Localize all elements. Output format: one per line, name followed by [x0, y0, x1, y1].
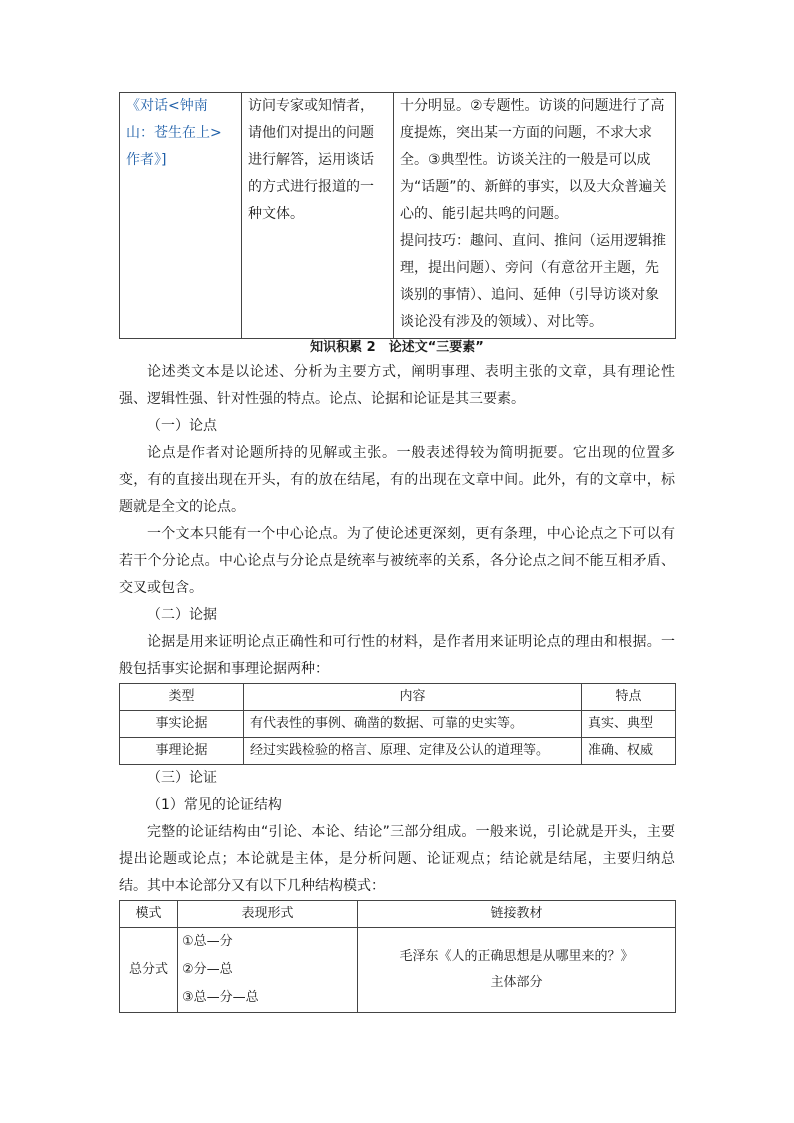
material-note: 主体部分 — [490, 975, 543, 990]
cell-line: 的方式进行报道的一 — [248, 179, 374, 195]
cell-line: 进行解答，运用谈话 — [248, 152, 374, 168]
section-title: 知识积累 2 论述文“三要素” — [310, 340, 484, 355]
link-line[interactable]: 山：苍生在上> — [126, 125, 222, 141]
features-text: 十分明显。②专题性。访谈的问题进行了高度提炼，突出某一方面的问题，不求大求全。③典型性。访谈关注的一般是可以成为“话题”的、新鲜的事实，以及大众普遍关心的、能引起共鸣的问题。 — [400, 98, 667, 222]
table-header-row — [120, 901, 676, 928]
column-header: 特点 — [582, 684, 676, 711]
part3-heading: （三）论证 — [147, 770, 217, 786]
question-skills-text: 提问技巧：趣问、直问、推问（运用逻辑推理，提出问题）、旁问（有意岔开主题，先谈别的事情）、追问、延伸（引导访谈对象谈论没有涉及的领域）、对比等。 — [400, 233, 666, 330]
definition-cell — [242, 93, 394, 339]
column-header: 类型 — [120, 684, 244, 711]
cell-line: 请他们对提出的问题 — [248, 125, 374, 141]
part2-heading: （二）论据 — [147, 607, 217, 623]
cell-line: 访问专家或知情者， — [248, 98, 374, 114]
part1-heading: （一）论点 — [147, 418, 217, 434]
forms-cell — [178, 928, 358, 1013]
table-cell: 有代表性的事例、确凿的数据、可靠的史实等。 — [244, 711, 582, 738]
mode-cell: 总分式 — [120, 928, 178, 1013]
column-header: 链接教材 — [358, 901, 676, 928]
table-cell: 经过实践检验的格言、原理、定律及公认的道理等。 — [244, 738, 582, 765]
table-row — [120, 738, 676, 765]
table-cell: 事理论据 — [120, 738, 244, 765]
text-link-cell — [120, 93, 242, 339]
material-title: 毛泽东《人的正确思想是从哪里来的？》 — [399, 949, 634, 964]
table-cell: 事实论据 — [120, 711, 244, 738]
table-row — [120, 711, 676, 738]
table-header-row — [120, 684, 676, 711]
table-cell: 真实、典型 — [582, 711, 676, 738]
paragraph: 论据是用来证明论点正确性和可行性的材料，是作者用来证明论点的理由和根据。一般包括事实论据和事理论据两种： — [119, 634, 675, 677]
paragraph: 论点是作者对论题所持的见解或主张。一般表述得较为简明扼要。它出现的位置多变，有的直接出现在开头，有的放在结尾，有的出现在文章中间。此外，有的文章中，标题就是全文的论点。 — [119, 445, 675, 515]
column-header: 模式 — [120, 901, 178, 928]
form-item: ③总—分—总 — [182, 990, 259, 1005]
paragraph: 一个文本只能有一个中心论点。为了使论述更深刻，更有条理，中心论点之下可以有若干个分论点。中心论点与分论点是统率与被统率的关系，各分论点之间不能互相矛盾、交叉或包含。 — [119, 526, 675, 596]
link-line[interactable]: 《对话<钟南 — [126, 98, 208, 114]
column-header: 内容 — [244, 684, 582, 711]
features-cell — [394, 93, 676, 339]
table-cell: 准确、权威 — [582, 738, 676, 765]
column-header: 表现形式 — [178, 901, 358, 928]
material-cell — [358, 928, 676, 1013]
document-page — [119, 92, 675, 1013]
form-item: ②分—总 — [182, 962, 233, 977]
table-row — [120, 93, 676, 339]
structure-table — [119, 900, 676, 1013]
intro-paragraph: 论述类文本是以论述、分析为主要方式，阐明事理、表明主张的文章，具有理论性强、逻辑性强、针对性强的特点。论点、论据和论证是其三要素。 — [119, 364, 675, 407]
interview-genre-table — [119, 92, 676, 339]
table-row — [120, 928, 676, 1013]
evidence-table — [119, 683, 676, 765]
cell-line: 种文体。 — [248, 206, 304, 222]
paragraph: 完整的论证结构由“引论、本论、结论”三部分组成。一般来说，引论就是开头，主要提出论题或论点；本论就是主体，是分析问题、论证观点；结论就是结尾，主要归纳总结。其中本论部分又有以下几种结构模式： — [119, 824, 675, 894]
part3-subheading: （1）常见的论证结构 — [147, 797, 282, 813]
link-line[interactable]: 作者》] — [126, 152, 167, 168]
form-item: ①总—分 — [182, 934, 233, 949]
